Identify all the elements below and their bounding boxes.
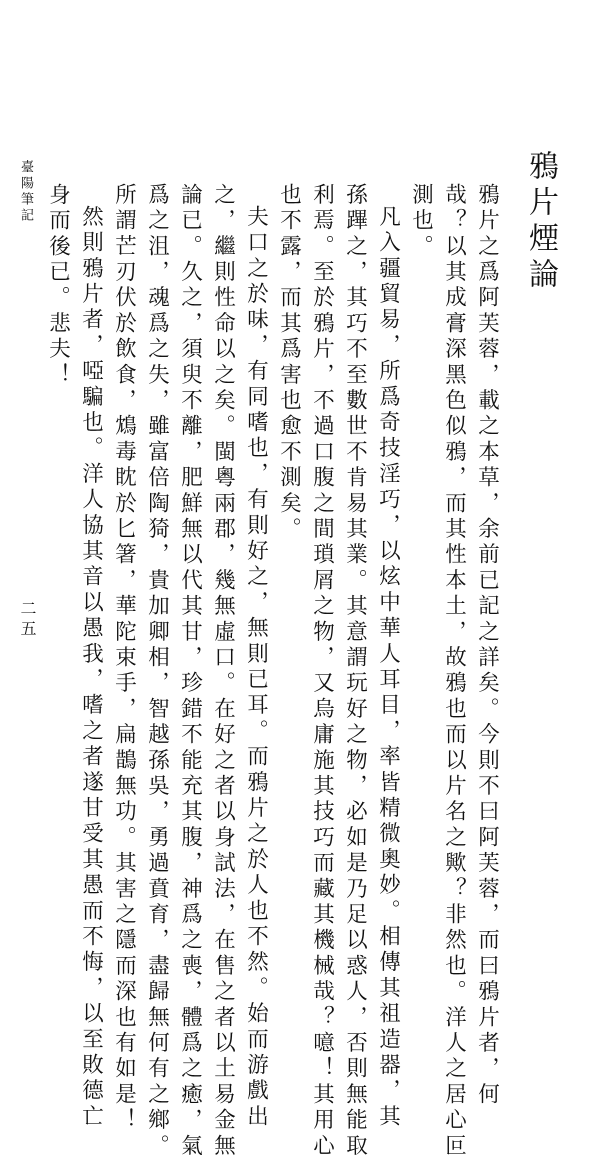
- page-number: 二五: [18, 600, 37, 640]
- text-column-8: 夫口之於味，有同嗜也，有則好之，無則已耳。而鴉片之於人也不然。始而游戲出: [243, 205, 269, 1131]
- text-column-2: 哉？以其成膏深黑色似鴉，而其性本土，故鴉也而以片名之歟？非然也。洋人之居心叵: [441, 183, 467, 1160]
- text-column-3: 測也。: [408, 183, 434, 261]
- text-column-13: 然則鴉片者，啞騙也。洋人協其音以愚我，嗜之者遂甘受其愚而不悔，以至敗德亡: [78, 205, 104, 1131]
- text-column-10: 論已。久之，須臾不離，肥鮮無以代其甘，珍錯不能充其腹，神爲之喪，體爲之癒，氣: [177, 183, 203, 1160]
- text-column-1: 鴉片之爲阿芙蓉，載之本草，余前已記之詳矣。今則不曰阿芙蓉，而曰鴉片者，何: [474, 183, 500, 1109]
- essay-title: 鴉片煙論: [523, 150, 558, 294]
- text-column-9: 之，繼則性命以之矣。閩粵兩郡，幾無虛口。在好之者以身試法，在售之者以土易金無: [210, 183, 236, 1160]
- text-column-14: 身而後已。悲夫！: [45, 183, 71, 389]
- text-column-6: 利焉。至於鴉片，不過口腹之間瑣屑之物，又烏庸施其技巧而藏其機械哉？噫！其用心: [309, 183, 335, 1160]
- text-column-11: 爲之沮，魂爲之失，雖富倍陶猗，貴加卿相，智越孫吳，勇過賁育，盡歸無何有之鄉。: [144, 183, 170, 1160]
- text-column-12: 所謂芒刃伏於飲食，鴆毒眈於匕箸，華陀束手，扁鵲無功。其害之隱而深也有如是！: [111, 183, 137, 1134]
- text-column-7: 也不露，而其爲害也愈不測矣。: [276, 183, 302, 543]
- text-column-4: 凡入疆貿易，所爲奇技淫巧，以炫中華人耳目，率皆精微奧妙。相傳其祖造器，其: [375, 205, 401, 1131]
- running-head: 臺陽筆記: [18, 160, 33, 224]
- text-column-5: 孫蹕之，其巧不至數世不肯易其業。其意謂玩好之物，必如是乃足以惑人，否則無能取: [342, 183, 368, 1160]
